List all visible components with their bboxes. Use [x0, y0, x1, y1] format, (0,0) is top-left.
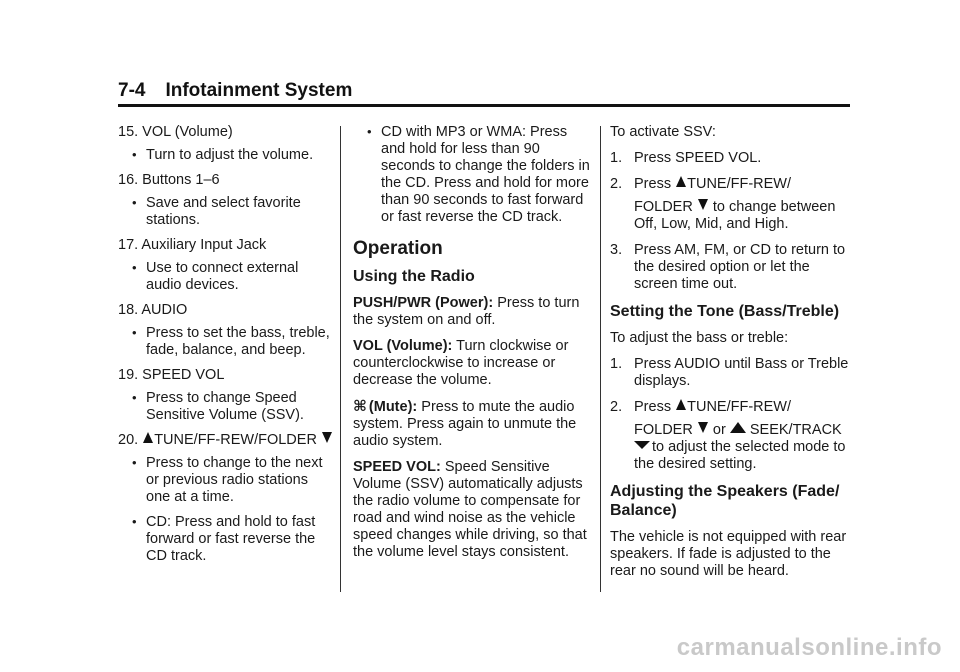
page-header: [118, 80, 352, 102]
bullet-20a: • Press to change to the next or previous radio stations one at a time.: [118, 455, 333, 506]
column-divider-1: [340, 126, 341, 592]
subheading-fade-balance: Adjusting the Speakers (Fade/ Balance): [610, 483, 840, 519]
tone-step-1: [610, 356, 855, 390]
seek-down-icon: [634, 441, 650, 449]
watermark-text: carmanualsonline.info: [676, 634, 942, 661]
seek-up-icon: [730, 422, 746, 433]
column-divider-2: [600, 126, 601, 592]
para-volume: [353, 338, 593, 389]
step-text: Press: [634, 399, 672, 415]
subheading-using-radio: Using the Radio: [353, 268, 475, 285]
step-text: to adjust the selected mode to the desired setting.: [634, 439, 846, 472]
ssv-intro: To activate SSV:: [610, 124, 716, 140]
bullet-17: • Use to connect external audio devices.: [118, 260, 333, 294]
step-number: 1.: [610, 356, 623, 372]
bullet-18: • Press to set the bass, treble, fade, balance, and beep.: [118, 325, 333, 359]
section-heading-operation: Operation: [353, 238, 443, 259]
step-text: Press AUDIO until Bass or Treble displays.: [634, 356, 849, 389]
page-title: Infotainment System: [165, 80, 353, 101]
list-item-15: 15. VOL (Volume): [118, 124, 233, 140]
list-item-19: 19. SPEED VOL: [118, 367, 225, 383]
step-text: TUNE/FF-REW/: [687, 399, 792, 415]
label-mute: (Mute):: [368, 399, 418, 415]
list-item-16: 16. Buttons 1–6: [118, 172, 220, 188]
step-text: to change between Off, Low, Mid, and High.: [634, 199, 836, 232]
label-volume: VOL (Volume):: [353, 338, 453, 354]
triangle-down-icon: [698, 422, 708, 433]
ssv-step-2: [610, 176, 855, 233]
bullet-16: • Save and select favorite stations.: [118, 195, 333, 229]
column-3: [610, 124, 855, 589]
bullet-19: • Press to change Speed Sensitive Volume (SSV).: [118, 390, 333, 424]
step-number: 1.: [610, 150, 623, 166]
text-power: Press to turn the system on and off.: [353, 295, 580, 328]
header-rule: [118, 104, 850, 107]
text-volume: Turn clockwise or counterclockwise to increase or decrease the volume.: [353, 338, 569, 388]
step-text: Press: [634, 176, 672, 192]
bullet-20b: • CD: Press and hold to fast forward or fast reverse the CD track.: [118, 514, 333, 565]
para-power: [353, 295, 593, 329]
tone-intro: To adjust the bass or treble:: [610, 330, 789, 346]
step-text: FOLDER: [634, 199, 693, 215]
step-text: FOLDER: [634, 422, 693, 438]
ssv-step-1: [610, 150, 855, 167]
triangle-down-icon: [322, 432, 332, 443]
label-speed-vol: SPEED VOL:: [353, 459, 441, 475]
para-mute: [353, 398, 593, 450]
triangle-up-icon: [676, 399, 686, 410]
step-text: Press SPEED VOL.: [634, 150, 762, 166]
step-number: 2.: [610, 399, 623, 415]
triangle-down-icon: [698, 199, 708, 210]
mute-icon: ⌘: [353, 398, 367, 415]
label-power: PUSH/PWR (Power):: [353, 295, 494, 311]
step-text: TUNE/FF-REW/: [687, 176, 792, 192]
text-speed-vol: Speed Sensitive Volume (SSV) automatically adjusts the radio volume to compensate for road and wind noise as the vehicle speed changes while driving, so that the volume level stays consistent.: [353, 459, 587, 560]
column-2: [353, 124, 593, 570]
item-20-label: TUNE/FF-REW/FOLDER: [154, 432, 317, 448]
subheading-tone: Setting the Tone (Bass/Treble): [610, 303, 840, 320]
column-1: [118, 124, 333, 573]
list-item-20: [118, 432, 333, 449]
bullet-15: • Turn to adjust the volume.: [118, 147, 333, 164]
item-20-number: 20.: [118, 432, 139, 448]
step-text: Press AM, FM, or CD to return to the desired option or let the screen time out.: [634, 242, 846, 292]
step-text: SEEK/TRACK: [749, 422, 842, 438]
step-number: 3.: [610, 242, 623, 258]
bullet-cd-mp3: • CD with MP3 or WMA: Press and hold for less than 90 seconds to change the folders in the CD. Press and hold for more than 90 seconds to fast forward or fast reverse the CD track.: [353, 124, 593, 226]
page-number: 7-4: [118, 80, 146, 101]
ssv-step-3: [610, 242, 855, 293]
step-number: 2.: [610, 176, 623, 192]
list-item-18: 18. AUDIO: [118, 302, 188, 318]
text-mute: Press to mute the audio system. Press again to unmute the audio system.: [353, 399, 577, 449]
step-text: or: [712, 422, 726, 438]
triangle-up-icon: [676, 176, 686, 187]
list-item-17: 17. Auxiliary Input Jack: [118, 237, 267, 253]
fade-para: The vehicle is not equipped with rear speakers. If fade is adjusted to the rear no sound will be heard.: [610, 529, 847, 579]
para-speed-vol: [353, 459, 593, 561]
tone-step-2: [610, 399, 855, 473]
triangle-up-icon: [143, 432, 153, 443]
